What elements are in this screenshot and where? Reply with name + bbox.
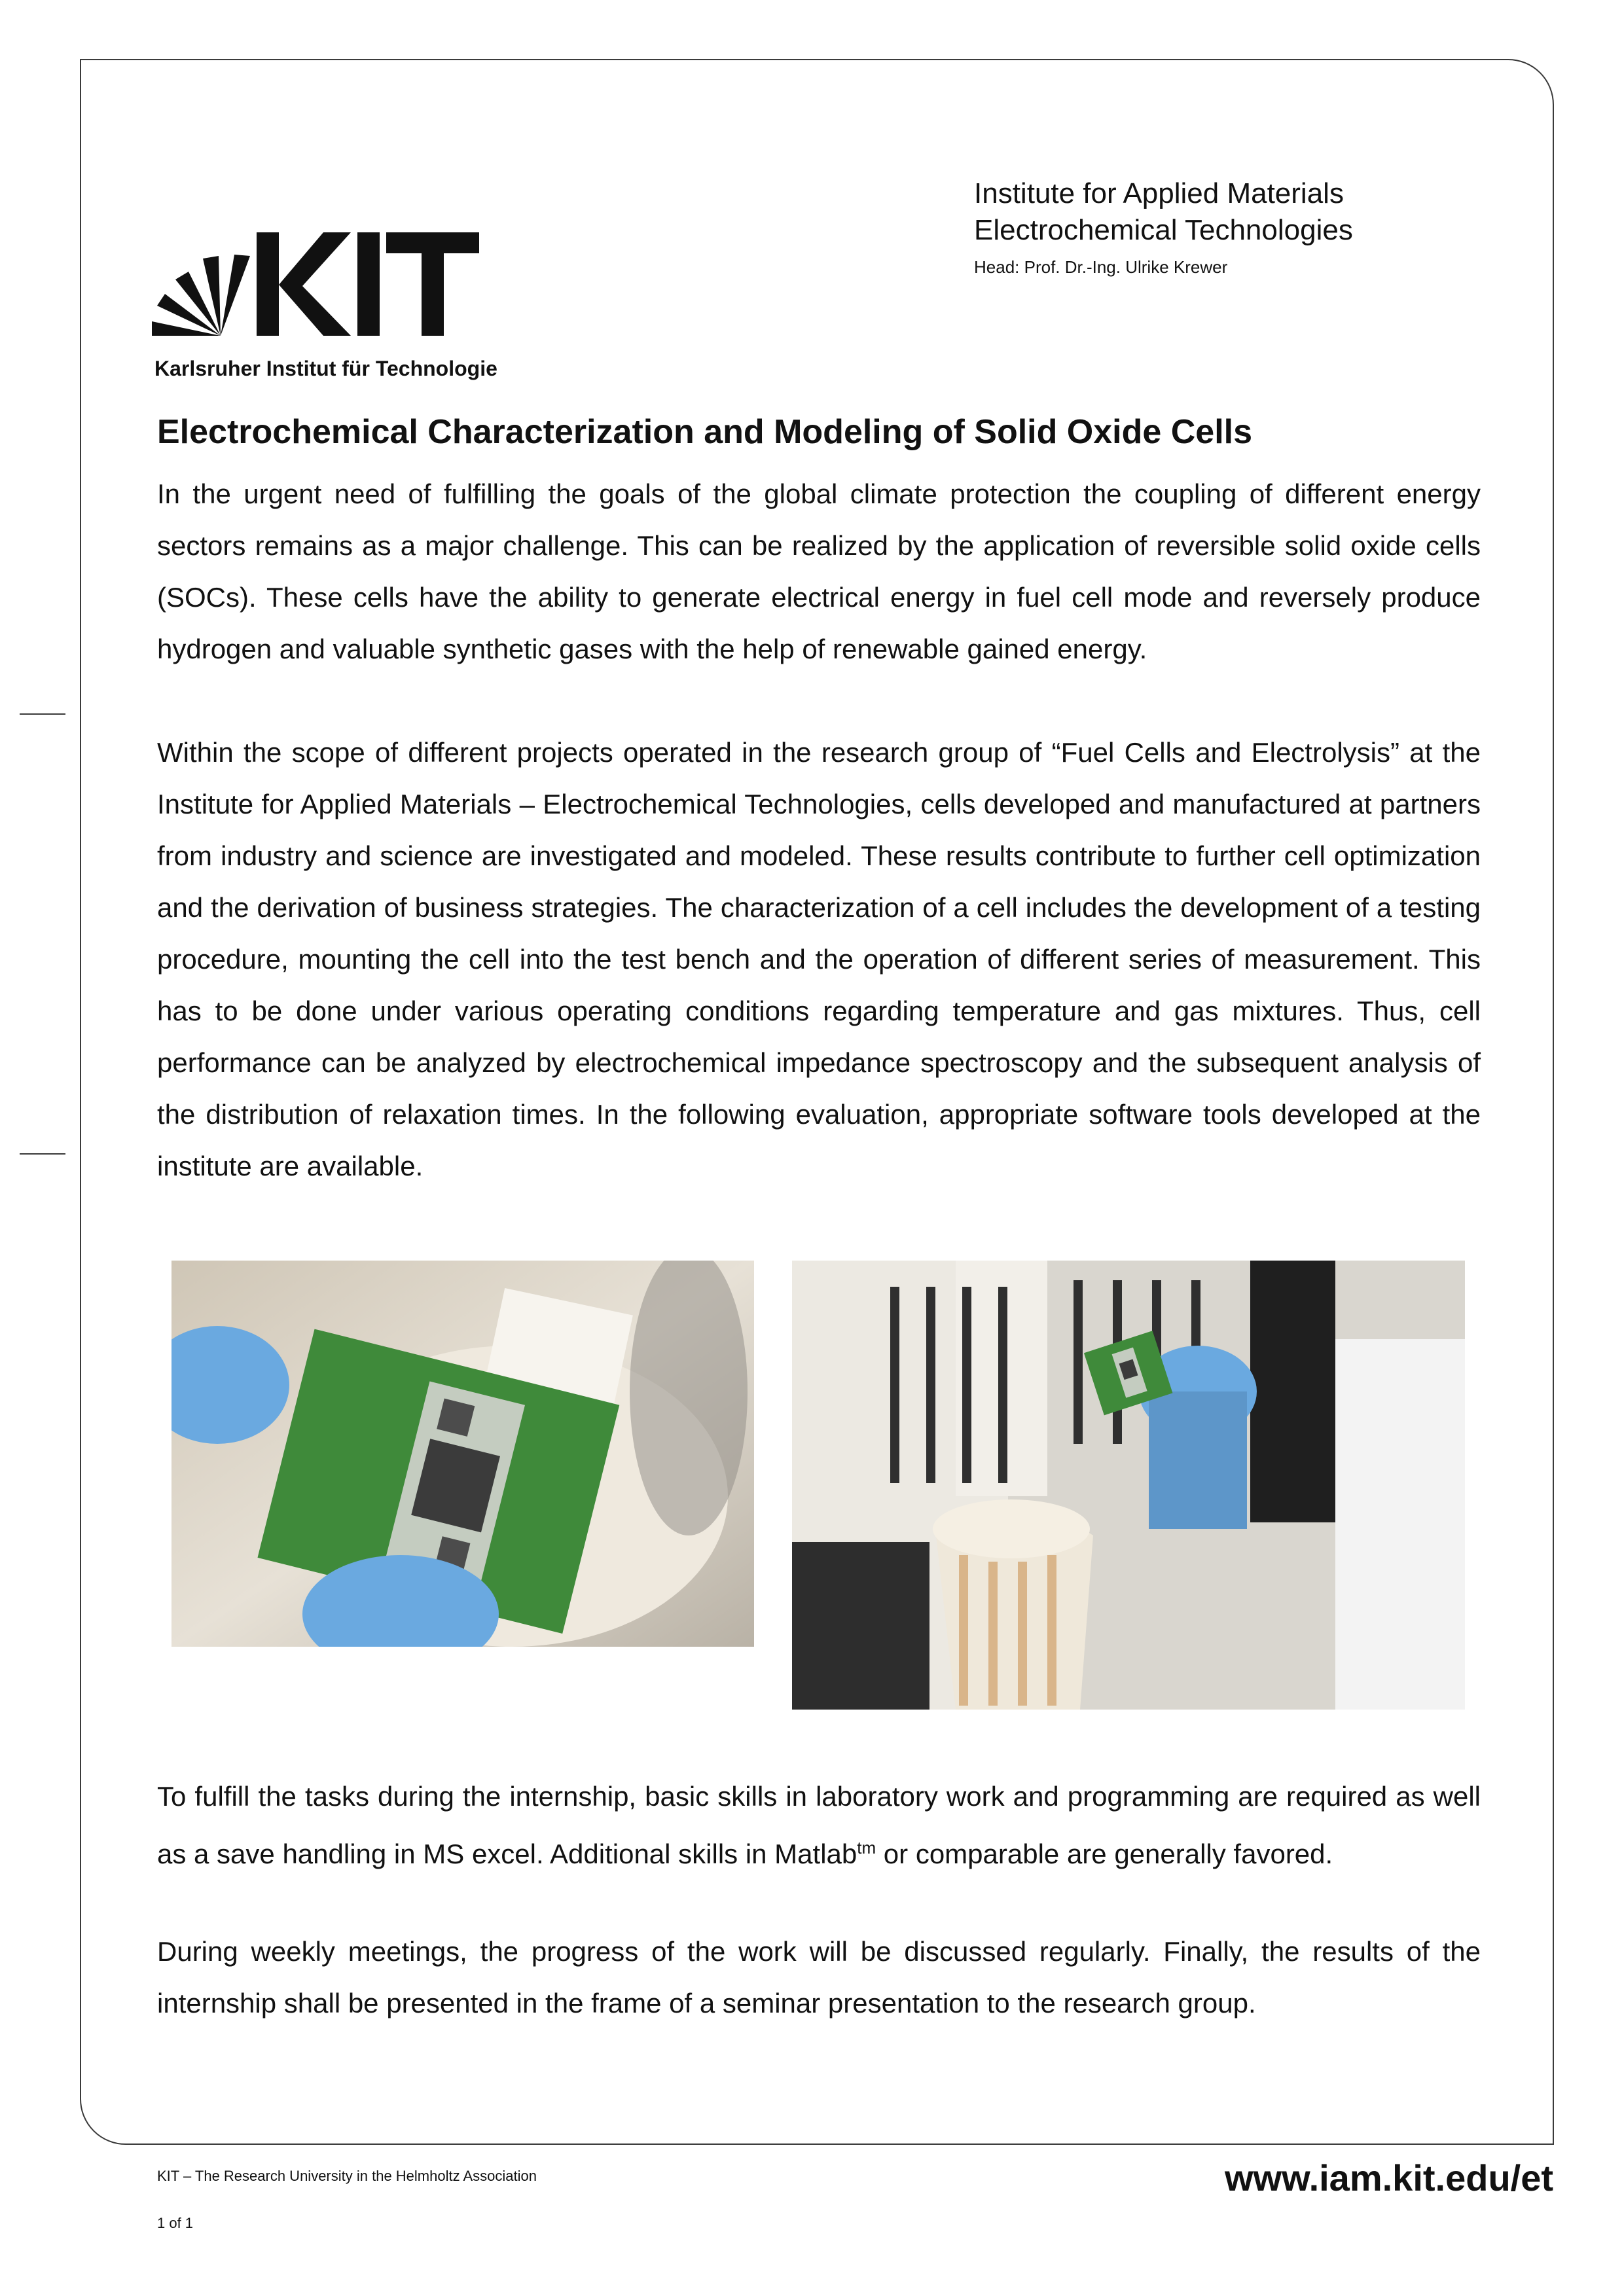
logo-caption: Karlsruher Institut für Technologie (154, 357, 497, 380)
intro-paragraph: In the urgent need of fulfilling the goals of the global climate protection the coupling of different energy sectors remains as a major challenge. This can be realized by the application of reversible solid oxide cells (SOCs). These cells have the ability to generate electrical energy in fuel cell mode and reversely produce hydrogen and valuable synthetic gases with the help of renewable gained energy. (157, 478, 1481, 664)
skills-text: To fulfill the tasks during the internship, basic skills in laboratory work and programming are required as well as a save handling in MS excel. Additional skills in Matlab (157, 1781, 1481, 1869)
page-number: 1 of 1 (157, 2215, 194, 2231)
institute-name: Institute for Applied Materials (974, 177, 1344, 209)
meetings-paragraph: During weekly meetings, the progress of the work will be discussed regularly. Finally, the results of the internship shall be presented in the frame of a seminar presentation to the research group. (157, 1936, 1481, 2018)
fold-mark (20, 713, 65, 715)
institute-block (974, 175, 1550, 281)
skills-paragraph (157, 1770, 1481, 1880)
fold-mark (20, 1153, 65, 1155)
document-title: Electrochemical Characterization and Modeling of Solid Oxide Cells (157, 413, 1253, 451)
skills-text-end: or comparable are generally favored. (876, 1839, 1333, 1869)
footer-url[interactable]: www.iam.kit.edu/et (1224, 2157, 1553, 2198)
footer-association: KIT – The Research University in the Helmholtz Association (157, 2168, 537, 2184)
trademark-superscript: tm (857, 1838, 876, 1857)
test-bench-photo (792, 1261, 1465, 1710)
institute-department: Electrochemical Technologies (974, 214, 1353, 246)
cell-photo-left (171, 1261, 754, 1647)
research-paragraph: Within the scope of different projects operated in the research group of “Fuel Cells and Electrolysis” at the Institute for Applied Materials – Electrochemical Technologies, cells developed and manufactured at partners from industry and science are investigated and modeled. These results contribute to further cell optimization and the derivation of business strategies. The characterization of a cell includes the development of a testing procedure, mounting the cell into the test bench and the operation of different series of measurement. This has to be done under various operating conditions regarding temperature and gas mixtures. Thus, cell performance can be analyzed by electrochemical impedance spectroscopy and the subsequent analysis of the distribution of relaxation times. In the following evaluation, appropriate software tools developed at the institute are available. (157, 737, 1481, 1181)
institute-head: Head: Prof. Dr.-Ing. Ulrike Krewer (974, 257, 1228, 277)
